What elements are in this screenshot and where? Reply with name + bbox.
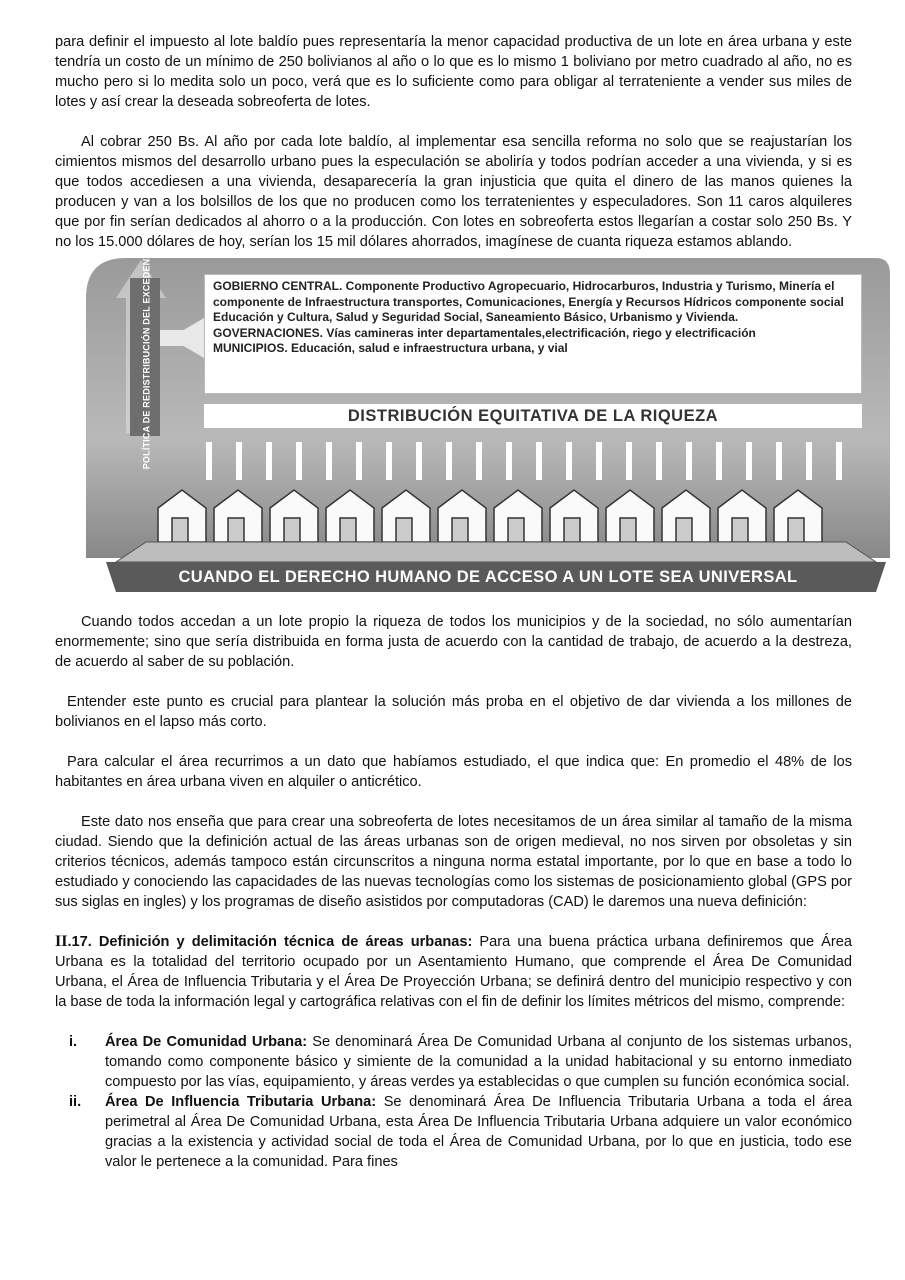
section-heading <box>55 932 852 1012</box>
government-levels-box <box>204 274 862 394</box>
list-marker: i. <box>69 1034 78 1050</box>
section-number-suffix: .17. <box>67 934 92 950</box>
definition-list <box>55 1032 852 1172</box>
list-item <box>55 1092 852 1172</box>
wealth-distribution-figure <box>86 246 890 598</box>
gov-gobernaciones: GOVERNACIONES. Vías camineras inter departamentales,electrificación, riego y electrificación <box>213 325 756 340</box>
document-page <box>55 32 852 1172</box>
section-number: II <box>55 933 68 950</box>
paragraph: Este dato nos enseña que para crear una sobreoferta de lotes necesitamos de un área similar al tamaño de la misma ciudad. Siendo que la definición actual de las áreas urbanas son de origen medieval, no nos sirven por obsoletas y sin criterios técnicos, además tampoco están circunscritos a ninguna norma estatal importante, por lo que en base a todo lo estudiado y conociendo las capacidades de las nuevas tecnologías como los sistemas de posicionamiento global (GPS por sus siglas en ingles) y los programas de diseño asistidos por computadoras (CAD) le daremos una nueva definición: <box>55 814 852 910</box>
section-body: Para una buena práctica urbana definiremos que Área Urbana es la totalidad del territorio ocupado por un Asentamiento Humano, que comprende el Área De Comunidad Urbana, el Área de Influencia Tributaria y el Área De Proyección Urbana; se definirá dentro del municipio respectivo y con la base de toda la información legal y cartográfica relativas con el fin de definir los límites métricos del mismo, comprende: <box>55 934 852 1010</box>
paragraph: para definir el impuesto al lote baldío pues representaría la menor capacidad productiva de un lote en área urbana y este tendría un costo de un mínimo de 250 bolivianos al año o lo que es lo mismo 1 boliviano por metro cuadrado al año, no es mucho pero si lo medita solo un poco, verá que es lo suficiente como para obligar al terrateniente a vender sus miles de lotes y así crear la deseada sobreoferta de lotes. <box>55 34 852 110</box>
gov-central: GOBIERNO CENTRAL. Componente Productivo Agropecuario, Hidrocarburos, Industria y Turismo, Minería el componente de Infraestructura transportes, Comunicaciones, Energía y Recursos Hídricos componente social Educación y Cultura, Salud y Seguridad Social, Saneamiento Básico, Urbanismo y Vivienda. <box>213 279 844 324</box>
list-marker: ii. <box>69 1094 82 1110</box>
section-title: Definición y delimitación técnica de áreas urbanas: <box>91 934 473 950</box>
item-text: Se denominará Área De Influencia Tributaria Urbana a toda el área perimetral al Área De Comunidad Urbana, esta Área De Influencia Tributaria Urbana adquiere un valor económico gracias a la existencia y actividad social de toda el Área de Comunidad Urbana, por lo que en justicia, todo ese valor le pertenece a la comunidad. Para fines <box>105 1094 852 1170</box>
gov-municipios: MUNICIPIOS. Educación, salud e infraestructura urbana, y vial <box>213 341 568 355</box>
paragraph: Para calcular el área recurrimos a un dato que habíamos estudiado, el que indica que: En promedio el 48% de los habitantes en área urbana viven en alquiler o anticrético. <box>55 754 852 790</box>
paragraph: Entender este punto es crucial para plantear la solución más proba en el objetivo de dar vivienda a los millones de bolivianos en el lapso más corto. <box>55 694 852 730</box>
paragraph: Cuando todos accedan a un lote propio la riqueza de todos los municipios y de la sociedad, no sólo aumentarían enormemente; sino que sería distribuida en forma justa de acuerdo con la cantidad de trabajo, de acuerdo a la destreza, de acuerdo al saber de su población. <box>55 614 852 670</box>
item-text: Se denominará Área De Comunidad Urbana al conjunto de los sistemas urbanos, tomando como componente básico y simiente de la comunidad a la unidad habitacional y su entorno inmediato compuesto por las vías, equipamiento, y áreas verdes ya establecidas o que cumplen su función económica social. <box>105 1034 853 1090</box>
distribution-banner: DISTRIBUCIÓN EQUITATIVA DE LA RIQUEZA <box>204 404 862 428</box>
item-term: Área De Influencia Tributaria Urbana: <box>105 1094 377 1110</box>
side-label: POLÍTICA DE REDISTRIBUCIÓN DEL EXCEDENTE <box>141 246 151 470</box>
item-term: Área De Comunidad Urbana: <box>105 1034 308 1050</box>
list-item <box>55 1032 852 1092</box>
bottom-banner: CUANDO EL DERECHO HUMANO DE ACCESO A UN LOTE SEA UNIVERSAL <box>178 567 798 586</box>
paragraph: Al cobrar 250 Bs. Al año por cada lote baldío, al implementar esa sencilla reforma no solo que se reajustarían los cimientos mismos del desarrollo urbano pues la especulación se aboliría y todos podrían acceder a una vivienda, y si es que todos accediesen a una vivienda, desaparecería la gran injusticia que quita el dinero de las manos quienes la producen y van a los bolsillos de los que no producen como los terratenientes y especuladores. Son 11 caros alquileres que por fin serían dedicados al ahorro o a la producción. Con lotes en sobreoferta estos llegarían a costar solo 250 Bs. Y no los 15.000 dólares de hoy, serían los 15 mil dólares ahorrados, imagínese de cuanta riqueza estamos ablando. <box>55 134 852 250</box>
